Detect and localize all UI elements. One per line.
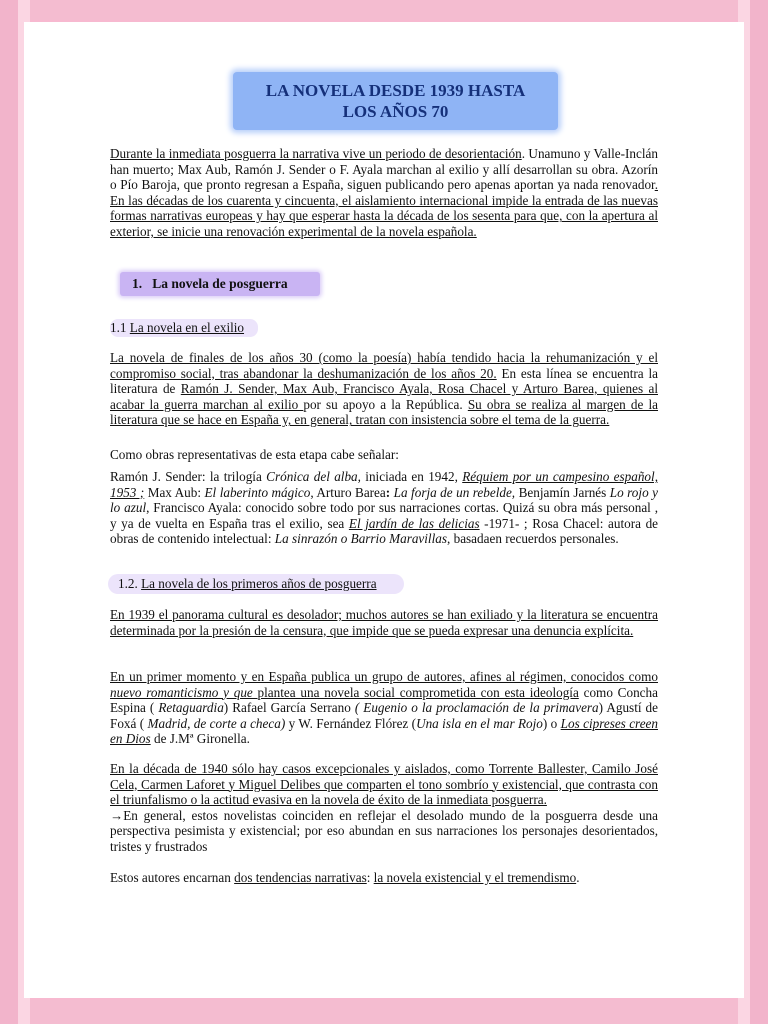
- page-border-right-outer: [750, 0, 768, 1024]
- tendencias-text: dos tendencias narrativas: [234, 870, 367, 885]
- subsection-number: 1.2.: [118, 576, 138, 591]
- obras-text: , basadaen recuerdos personales.: [447, 531, 619, 547]
- title-line-2: LOS AÑOS 70: [342, 102, 449, 121]
- subsection-heading-primeros-anos: [108, 574, 404, 594]
- regimen-paragraph: [110, 669, 658, 747]
- exilio-s1: La novela de finales de los años 30 (como la poesía) había tendido hacia la rehumanización y el compromiso social, tras abandonar la deshumanización de los años 20.: [110, 350, 658, 381]
- tendencias-paragraph: [110, 870, 658, 886]
- decada-1940-paragraph: [110, 761, 658, 855]
- book-title: La forja de un rebelde,: [393, 484, 516, 500]
- intro-sentence-1: Durante la inmediata posguerra la narrativa vive un periodo de desorientación: [110, 146, 522, 161]
- obras-text: Ramón J. Sender: la trilogía: [110, 469, 267, 484]
- section-heading-posguerra: [120, 272, 320, 296]
- panorama-paragraph: [110, 607, 658, 638]
- obras-intro: Como obras representativas de esta etapa cabe señalar:: [110, 447, 399, 462]
- book-title: La sinrazón o Barrio Maravillas: [274, 531, 447, 547]
- obras-text: , Arturo Barea: [310, 484, 386, 500]
- subsection-label: La novela de los primeros años de posguerra: [141, 576, 377, 591]
- obras-text: :: [385, 484, 391, 500]
- regimen-text: como Concha Espina (: [110, 684, 658, 716]
- exilio-s4: por su apoyo a la República.: [303, 396, 468, 412]
- page-border-bottom: [0, 1000, 768, 1024]
- regimen-text: y W. Fernández Flórez (: [285, 715, 417, 731]
- movement-name: nuevo romanticismo y que: [110, 684, 258, 700]
- book-title: El jardín de las delicias: [348, 515, 480, 531]
- subsection-label: La novela en el exilio: [129, 320, 245, 335]
- book-title: El laberinto mágico: [204, 484, 311, 500]
- book-title: Retaguardia: [158, 700, 224, 716]
- book-title: Los cipreses creen en Dios: [110, 715, 658, 747]
- section-label: La novela de posguerra: [152, 276, 288, 291]
- obras-text: , Francisco Ayala: conocido sobre todo por sus narraciones cortas. Quizá su obra más personal , y ya de vuelta en España tras el exilio, sea: [110, 500, 658, 531]
- regimen-text: ) Agustí de Foxá (: [110, 700, 658, 731]
- book-title: Réquiem por un campesino español, 1953 ;: [110, 469, 658, 500]
- regimen-text: En un primer momento y en España publica un grupo de autores, afines al régimen, conocidos como: [110, 669, 658, 684]
- document-title: [233, 72, 558, 130]
- regimen-text: ) o: [542, 715, 561, 731]
- page-border-top: [0, 0, 768, 20]
- regimen-text: de J.Mª Gironella.: [150, 731, 250, 747]
- page-border-left-outer: [0, 0, 18, 1024]
- tendencias-text: .: [576, 870, 580, 885]
- obras-text: Max Aub:: [144, 484, 205, 500]
- subsection-heading-exilio: [110, 319, 258, 337]
- obras-paragraph: [110, 469, 658, 547]
- decada-text: En la década de 1940 sólo hay casos excepcionales y aislados, como Torrente Ballester, Camilo José Cela, Carmen Laforet y Miguel Delibes que comparten el tono sombrío y existencial, que contrasta con el triunfalismo o la actitud evasiva en la novela de éxito de la inmediata posguerra.: [110, 761, 658, 808]
- book-title: Una isla en el mar Rojo: [416, 715, 543, 731]
- exilio-s2: En esta línea se encuentra la literatura de: [110, 365, 658, 397]
- exilio-s3: Ramón J. Sender, Max Aub, Francisco Ayala, Rosa Chacel y Arturo Barea, quienes al acabar la guerra marchan al exilio: [110, 381, 658, 412]
- book-title: Crónica del alba,: [266, 469, 361, 484]
- intro-sentence-2: . Unamuno y Valle-Inclán han muerto; Max Aub, Ramón J. Sender o F. Ayala marchan al exilio y allí desarrollan su obra. Azorín o Pío Baroja, que pronto regresan a España, siguen publicando pero apenas aportan ya nada renovador: [110, 146, 658, 193]
- decada-text: En general, estos novelistas coinciden en reflejar el desolado mundo de la posguerra desde una perspectiva pesimista y existencial; por eso abundan en sus narraciones los personajes desorientados, tristes y frustrados: [110, 807, 658, 854]
- tendencias-text: la novela existencial y el tremendismo: [373, 870, 577, 885]
- regimen-text: plantea una novela social comprometida con esta ideología: [257, 684, 579, 700]
- exilio-s5: Su obra se realiza al margen de la literatura que se hace en España y, en general, tratan con insistencia sobre el tema de la guerra.: [110, 396, 659, 428]
- book-title: ( Eugenio o la proclamación de la primavera: [354, 700, 599, 716]
- intro-sentence-3: . En las décadas de los cuarenta y cincuenta, el aislamiento internacional impide la entrada de las nuevas formas narrativas europeas y hay que esperar hasta la década de los sesenta para que, con la apertura al exterior, se inicie una renovación experimental de la novela española.: [110, 177, 658, 239]
- tendencias-text: :: [366, 870, 374, 885]
- book-title: Madrid, de corte a checa): [147, 715, 286, 731]
- intro-paragraph: [110, 146, 658, 240]
- book-title: Lo rojo y lo azul: [110, 484, 658, 516]
- obras-text: iniciada en 1942,: [360, 469, 463, 484]
- panorama-text: En 1939 el panorama cultural es desolador; muchos autores se han exiliado y la literatura se encuentra determinada por la presión de la censura, que impide que se pueda expresar una denuncia explícita.: [110, 607, 658, 638]
- section-number: 1.: [132, 276, 143, 291]
- exilio-paragraph: [110, 350, 658, 428]
- arrow-right-icon: →: [110, 807, 124, 823]
- regimen-text: ) Rafael García Serrano: [223, 700, 355, 716]
- tendencias-text: Estos autores encarnan: [110, 870, 235, 885]
- obras-text: Benjamín Jarnés: [515, 484, 610, 500]
- obras-text: -1971- ; Rosa Chacel: autora de obras de contenido intelectual:: [110, 515, 659, 547]
- subsection-number: 1.1: [110, 320, 127, 335]
- title-line-1: LA NOVELA DESDE 1939 HASTA: [265, 81, 526, 100]
